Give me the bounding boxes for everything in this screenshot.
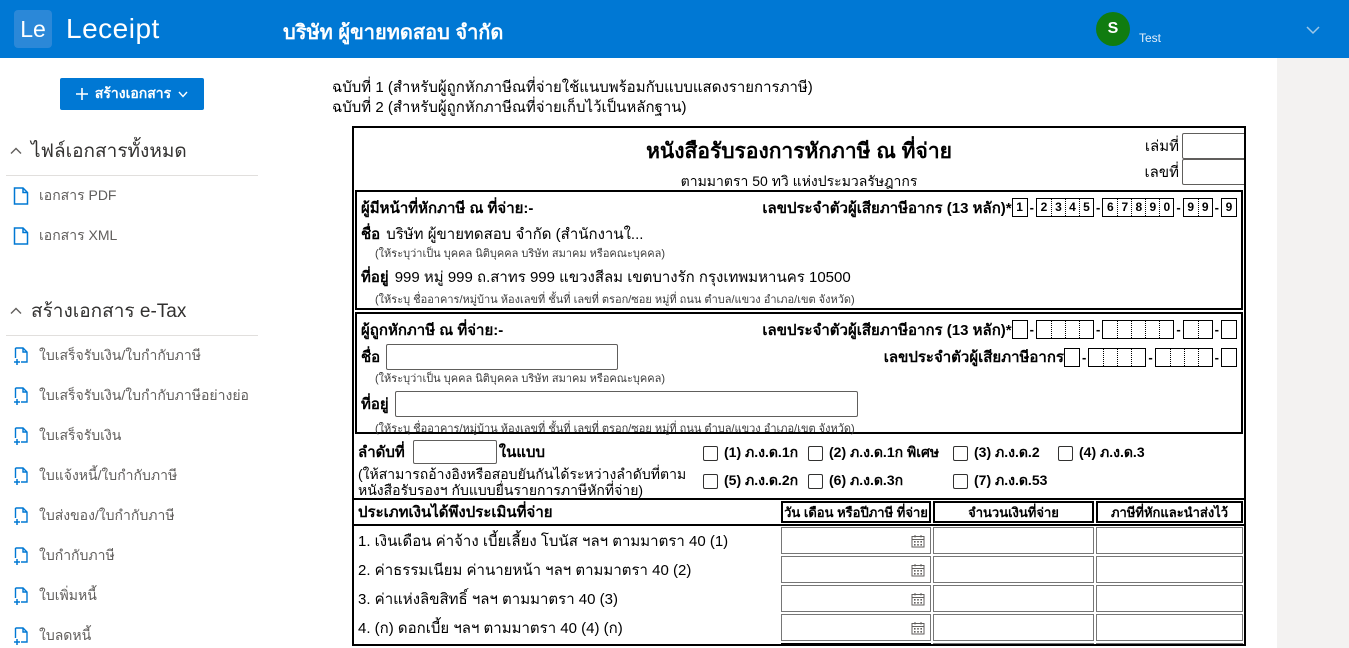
date-cell[interactable] (781, 527, 931, 554)
sidebar-section-header[interactable] (10, 136, 270, 166)
checkbox-label: (3) ภ.ง.ด.2 (974, 444, 1040, 460)
payee-section (355, 312, 1243, 434)
sidebar-item[interactable] (0, 336, 270, 376)
payee-name-label: ชื่อ (361, 349, 381, 366)
taxid-digit-cell[interactable] (1013, 321, 1027, 338)
income-table-row (354, 555, 1244, 584)
create-document-button[interactable]: สร้างเอกสาร (60, 78, 204, 110)
checkbox-label: (5) ภ.ง.ด.2ก (724, 472, 799, 488)
sidebar-item-label: ใบส่งของ/ใบกำกับภาษี (39, 507, 175, 523)
taxid-digit-cell[interactable] (1145, 321, 1159, 338)
payer-heading: ผู้มีหน้าที่หักภาษี ณ ที่จ่าย:- (361, 199, 534, 217)
taxid-digit-cell: 1 (1016, 200, 1023, 214)
pnd-checkbox-item[interactable] (953, 470, 1058, 492)
book-no-input[interactable] (1182, 133, 1246, 159)
app-name: Leceipt (66, 13, 160, 44)
app-logo: Le (14, 10, 52, 48)
sidebar (0, 58, 270, 648)
pnd-checkbox-item[interactable] (703, 442, 808, 464)
new-document-icon (12, 427, 29, 446)
taxid-digit-cell: 9 (1145, 199, 1159, 216)
taxid-digit-cell: 7 (1117, 199, 1131, 216)
pnd-checkbox-item[interactable] (703, 470, 808, 492)
app-header (0, 0, 1349, 58)
user-avatar[interactable]: S (1096, 12, 1130, 46)
taxid-digit-cell: 3 (1051, 199, 1065, 216)
checkbox[interactable] (703, 474, 718, 489)
withholding-tax-form (352, 126, 1246, 646)
new-document-icon (12, 507, 29, 526)
income-table-row (354, 642, 1244, 646)
taxid-digit-cell[interactable] (1170, 349, 1184, 366)
tax-cell[interactable] (1096, 643, 1243, 646)
taxid-digit-cell: 4 (1065, 199, 1079, 216)
pnd-checkbox-item[interactable] (808, 442, 953, 464)
sidebar-item-label: ใบเพิ่มหนี้ (39, 587, 97, 603)
document-page (270, 58, 1277, 648)
chevron-up-icon (10, 307, 22, 315)
checkbox-label: (7) ภ.ง.ด.53 (974, 472, 1048, 488)
taxid-digit-cell[interactable] (1159, 321, 1173, 338)
copy-notes (332, 78, 1277, 118)
copy-note-2: ฉบับที่ 2 (สำหรับผู้ถูกหักภาษีณที่จ่ายเก็บไว้เป็นหลักฐาน) (332, 99, 687, 116)
doc-no-input[interactable] (1182, 159, 1246, 185)
taxid-digit-cell: 9 (1198, 199, 1212, 216)
book-no-label: เล่มที่ (1144, 138, 1179, 155)
checkbox[interactable] (703, 446, 718, 461)
sidebar-item[interactable] (0, 216, 270, 256)
date-cell[interactable] (781, 556, 931, 583)
sidebar-section-header[interactable] (10, 296, 270, 326)
sidebar-item-label: ใบเสร็จรับเงิน/ใบกำกับภาษี (39, 347, 202, 363)
new-document-icon (12, 387, 29, 406)
income-type-label: 3. ค่าแห่งลิขสิทธิ์ ฯลฯ ตามมาตรา 40 (3) (358, 590, 618, 608)
doc-no-label: เลขที่ (1144, 164, 1179, 181)
sidebar-item-label: ใบเสร็จรับเงิน (39, 427, 122, 443)
sidebar-section-title: สร้างเอกสาร e-Tax (31, 301, 187, 322)
sequence-suffix: ในแบบ (498, 443, 546, 461)
taxid-digit-cell[interactable] (1103, 349, 1117, 366)
taxid-digit-cell[interactable] (1222, 349, 1236, 366)
document-icon (12, 187, 29, 205)
new-document-icon (12, 587, 29, 606)
payee-taxid10-boxes[interactable]: - - - (1064, 348, 1237, 367)
sidebar-item[interactable] (0, 176, 270, 216)
taxid-digit-cell: 2 (1040, 200, 1048, 214)
checkbox-label: (6) ภ.ง.ด.3ก (829, 472, 904, 488)
payer-name-label: ชื่อ (361, 226, 381, 243)
sidebar-item[interactable] (0, 416, 270, 456)
checkbox[interactable] (808, 446, 823, 461)
taxid-digit-cell[interactable] (1131, 321, 1145, 338)
date-cell[interactable] (781, 585, 931, 612)
taxid-digit-cell: 6 (1106, 200, 1114, 214)
date-cell[interactable] (781, 614, 931, 641)
taxid-digit-cell[interactable] (1079, 321, 1093, 338)
payee-name-note: (ให้ระบุว่าเป็น บุคคล นิติบุคคล บริษัท สมาคม หรือคณะบุคคล) (375, 373, 666, 385)
calendar-icon[interactable] (911, 621, 925, 635)
checkbox-label: (4) ภ.ง.ด.3 (1079, 444, 1145, 460)
payer-address-note: (ให้ระบุ ชื่ออาคาร/หมู่บ้าน ห้องเลขที่ ชั้นที่ เลขที่ ตรอก/ซอย หมู่ที่ ถนน ตำบล/แขวง อำเภอ/เขต จังหวัด) (375, 294, 855, 306)
taxid-digit-cell: 5 (1079, 199, 1093, 216)
chevron-down-icon (178, 91, 188, 98)
header-chevron-down-icon[interactable] (1306, 22, 1320, 40)
income-type-label: 1. เงินเดือน ค่าจ้าง เบี้ยเลี้ยง โบนัส ฯลฯ ตามมาตรา 40 (1) (358, 532, 729, 550)
date-header: วัน เดือน หรือปีภาษี ที่จ่าย (781, 501, 931, 523)
tax-cell[interactable] (1096, 585, 1243, 612)
taxid-digit-cell[interactable] (1198, 349, 1212, 366)
checkbox-label: (2) ภ.ง.ด.1ก พิเศษ (829, 444, 940, 460)
tax-header: ภาษีที่หักและนำส่งไว้ (1096, 501, 1243, 523)
payer-taxid-label: เลขประจำตัวผู้เสียภาษีอากร (13 หลัก)* (762, 199, 1012, 217)
amount-cell[interactable] (933, 643, 1094, 646)
main-area (270, 58, 1349, 648)
sidebar-item[interactable] (0, 536, 270, 576)
taxid-digit-cell[interactable] (1117, 349, 1131, 366)
sequence-input[interactable] (413, 440, 497, 464)
payer-name-value: บริษัท ผู้ขายทดสอบ จำกัด (สำนักงานใ... (386, 226, 644, 243)
taxid-digit-cell: 9 (1225, 200, 1233, 214)
amount-header: จำนวนเงินที่จ่าย (933, 501, 1094, 523)
payer-address-value: 999 หมู่ 999 ถ.สาทร 999 แขวงสีลม เขตบางรัก กรุงเทพมหานคร 10500 (394, 269, 851, 286)
payee-taxid13-label: เลขประจำตัวผู้เสียภาษีอากร (13 หลัก)* (762, 321, 1012, 339)
pnd-checkboxes (703, 441, 1240, 498)
plus-icon (76, 88, 88, 100)
taxid-digit-cell[interactable] (1222, 321, 1236, 338)
income-type-label: 4. (ก) ดอกเบี้ย ฯลฯ ตามมาตรา 40 (4) (ก) (358, 619, 623, 637)
income-type-label (354, 642, 780, 646)
tax-cell[interactable] (1096, 527, 1243, 554)
payee-name-input[interactable] (386, 344, 618, 370)
payee-address-note: (ให้ระบุ ชื่ออาคาร/หมู่บ้าน ห้องเลขที่ ชั้นที่ เลขที่ ตรอก/ซอย หมู่ที่ ถนน ตำบล/แขวง อำเภอ/เขต จังหวัด) (375, 423, 855, 435)
income-type-header: ประเภทเงินได้พึงประเมินที่จ่าย (358, 504, 553, 521)
new-document-icon (12, 547, 29, 566)
sequence-section (354, 436, 1244, 498)
checkbox[interactable] (808, 474, 823, 489)
payer-section (355, 190, 1243, 310)
amount-cell[interactable] (933, 614, 1094, 641)
date-cell[interactable] (781, 643, 931, 646)
form-subtitle: ตามมาตรา 50 ทวิ แห่งประมวลรัษฎากร (680, 173, 918, 189)
income-table-header (354, 498, 1244, 526)
sequence-label: ลำดับที่ (358, 443, 405, 461)
sequence-note: (ให้สามารถอ้างอิงหรือสอบยันกันได้ระหว่างลำดับที่ตาม หนังสือรับรองฯ กับแบบยื่นรายการภาษีหักที่จ่าย) (358, 466, 687, 498)
copy-note-1: ฉบับที่ 1 (สำหรับผู้ถูกหักภาษีณที่จ่ายใช้แนบพร้อมกับแบบแสดงรายการภาษี) (332, 79, 813, 96)
new-document-icon (12, 627, 29, 646)
sidebar-item[interactable] (0, 576, 270, 616)
sidebar-section-title: ไฟล์เอกสารทั้งหมด (31, 141, 187, 162)
payee-address-input[interactable] (395, 391, 858, 417)
taxid-digit-cell: 0 (1159, 199, 1173, 216)
user-name: Test (1139, 31, 1162, 45)
sidebar-item-label: ใบแจ้งหนี้/ใบกำกับภาษี (39, 467, 178, 483)
taxid-digit-cell: 8 (1131, 199, 1145, 216)
taxid-digit-cell[interactable] (1117, 321, 1131, 338)
income-table-row (354, 613, 1244, 642)
checkbox[interactable] (953, 474, 968, 489)
sidebar-item[interactable] (0, 376, 270, 416)
taxid-digit-cell[interactable] (1198, 321, 1212, 338)
calendar-icon[interactable] (911, 534, 925, 548)
payee-taxid10-label: เลขประจำตัวผู้เสียภาษีอากร (883, 349, 1064, 366)
pnd-checkbox-item[interactable] (808, 470, 953, 492)
sidebar-item-label: เอกสาร PDF (39, 187, 117, 203)
checkbox[interactable] (1058, 446, 1073, 461)
calendar-icon[interactable] (911, 563, 925, 577)
sidebar-item[interactable] (0, 616, 270, 648)
income-table-row (354, 526, 1244, 555)
sidebar-item-label: ใบลดหนี้ (39, 627, 92, 643)
taxid-digit-cell[interactable] (1103, 321, 1117, 338)
payer-address-label: ที่อยู่ (361, 269, 389, 286)
payee-heading: ผู้ถูกหักภาษี ณ ที่จ่าย:- (361, 321, 504, 339)
new-document-icon (12, 347, 29, 366)
income-table-body (354, 526, 1244, 646)
sidebar-sections (0, 136, 270, 648)
pnd-checkbox-item[interactable] (953, 442, 1058, 464)
taxid-digit-cell[interactable] (1131, 349, 1145, 366)
income-table-row (354, 584, 1244, 613)
amount-cell[interactable] (933, 585, 1094, 612)
checkbox[interactable] (953, 446, 968, 461)
tax-cell[interactable] (1096, 614, 1243, 641)
taxid-digit-cell[interactable] (1037, 321, 1051, 338)
taxid-digit-cell[interactable] (1184, 349, 1198, 366)
taxid-digit-cell[interactable] (1065, 349, 1079, 366)
taxid-digit-cell[interactable] (1051, 321, 1065, 338)
sidebar-item[interactable] (0, 456, 270, 496)
company-name: บริษัท ผู้ขายทดสอบ จำกัด (283, 22, 504, 44)
new-document-icon (12, 467, 29, 486)
amount-cell[interactable] (933, 527, 1094, 554)
payee-address-label: ที่อยู่ (361, 395, 389, 413)
payee-taxid13-boxes[interactable]: - - - - (1012, 320, 1237, 339)
calendar-icon[interactable] (911, 592, 925, 606)
checkbox-label: (1) ภ.ง.ด.1ก (724, 444, 799, 460)
sidebar-item[interactable] (0, 496, 270, 536)
taxid-digit-cell[interactable] (1156, 349, 1170, 366)
income-type-label: 2. ค่าธรรมเนียม ค่านายหน้า ฯลฯ ตามมาตรา 40 (2) (358, 561, 692, 579)
amount-cell[interactable] (933, 556, 1094, 583)
taxid-digit-cell[interactable] (1089, 349, 1103, 366)
payer-name-note: (ให้ระบุว่าเป็น บุคคล นิติบุคคล บริษัท สมาคม หรือคณะบุคคล) (375, 248, 666, 260)
chevron-up-icon (10, 147, 22, 155)
document-icon (12, 227, 29, 245)
sidebar-item-label: เอกสาร XML (39, 227, 118, 243)
taxid-digit-cell[interactable] (1184, 321, 1198, 338)
sidebar-item-label: ใบกำกับภาษี (39, 547, 115, 563)
form-title: หนังสือรับรองการหักภาษี ณ ที่จ่าย (646, 140, 952, 163)
sidebar-item-label: ใบเสร็จรับเงิน/ใบกำกับภาษีอย่างย่อ (39, 387, 249, 403)
pnd-checkbox-item[interactable] (1058, 442, 1240, 464)
taxid-digit-cell: 9 (1187, 200, 1194, 214)
taxid-digit-cell[interactable] (1065, 321, 1079, 338)
tax-cell[interactable] (1096, 556, 1243, 583)
payer-taxid-boxes: 1 - 2 3 4 5 - 6 7 8 9 0 - 9 9 - 9 (1012, 198, 1237, 217)
